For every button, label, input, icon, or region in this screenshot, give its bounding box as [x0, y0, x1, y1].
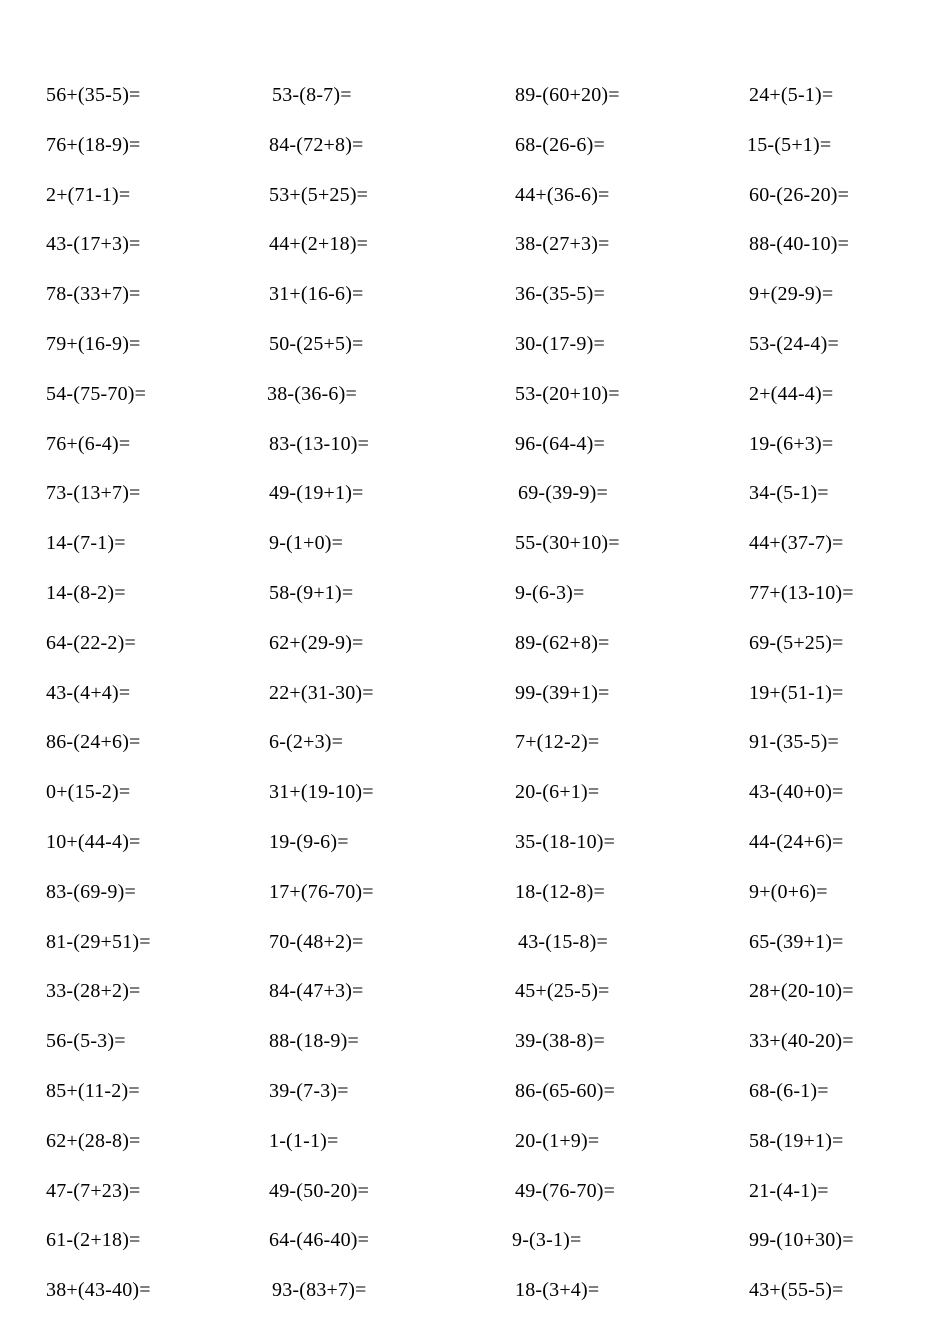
math-problem: 28+(20-10)=: [749, 980, 854, 1003]
math-problem: 10+(44-4)=: [46, 831, 141, 853]
math-problem: 38+(43-40)=: [46, 1279, 151, 1302]
math-problem: 99-(39+1)=: [515, 681, 610, 704]
math-problem: 78-(33+7)=: [46, 283, 141, 306]
math-problem: 17+(76-70)=: [269, 880, 374, 903]
problem-row: [0, 1126, 950, 1156]
math-problem: 84-(47+3)=: [269, 980, 364, 1003]
math-problem: 30-(17-9)=: [515, 333, 605, 355]
problem-row: [0, 478, 950, 508]
math-problem: 39-(38-8)=: [515, 1030, 605, 1053]
math-problem: 70-(48+2)=: [269, 930, 364, 953]
problem-row: [0, 1026, 950, 1056]
math-problem: 53+(5+25)=: [269, 183, 369, 206]
problem-row: [0, 180, 950, 210]
math-problem: 38-(36-6)=: [267, 382, 357, 405]
problem-row: [0, 927, 950, 957]
math-problem: 61-(2+18)=: [46, 1229, 141, 1252]
math-problem: 45+(25-5)=: [515, 980, 610, 1003]
math-problem: 62+(28-8)=: [46, 1129, 141, 1152]
problem-row: [0, 1275, 950, 1305]
math-problem: 19-(6+3)=: [749, 432, 834, 455]
problem-row: [0, 678, 950, 708]
math-problem: 88-(18-9)=: [269, 1030, 359, 1053]
math-problem: 64-(22-2)=: [46, 631, 136, 654]
math-problem: 83-(13-10)=: [269, 432, 370, 455]
problem-row: [0, 727, 950, 757]
math-problem: 24+(5-1)=: [749, 84, 834, 106]
math-problem: 21-(4-1)=: [749, 1179, 829, 1202]
math-problem: 18-(12-8)=: [515, 880, 605, 903]
math-problem: 89-(62+8)=: [515, 631, 610, 654]
math-problem: 2+(44-4)=: [749, 382, 834, 405]
math-problem: 53-(8-7)=: [272, 84, 352, 106]
math-problem: 86-(65-60)=: [515, 1080, 616, 1102]
math-problem: 88-(40-10)=: [749, 233, 850, 256]
math-problem: 62+(29-9)=: [269, 631, 364, 654]
math-problem: 53-(24-4)=: [749, 333, 839, 355]
math-problem: 99-(10+30)=: [749, 1229, 854, 1252]
math-problem: 89-(60+20)=: [515, 84, 620, 106]
math-problem: 36-(35-5)=: [515, 283, 605, 306]
math-problem: 50-(25+5)=: [269, 333, 364, 355]
math-problem: 43+(55-5)=: [749, 1279, 844, 1302]
math-problem: 43-(17+3)=: [46, 233, 141, 256]
math-problem: 81-(29+51)=: [46, 930, 151, 953]
math-problem: 18-(3+4)=: [515, 1279, 600, 1302]
math-problem: 9+(29-9)=: [749, 283, 834, 306]
math-problem: 65-(39+1)=: [749, 930, 844, 953]
math-problem: 96-(64-4)=: [515, 432, 605, 455]
math-problem: 1-(1-1)=: [269, 1129, 339, 1152]
math-problem: 43-(40+0)=: [749, 781, 844, 804]
problem-row: [0, 827, 950, 857]
math-problem: 49-(19+1)=: [269, 482, 364, 505]
math-problem: 85+(11-2)=: [46, 1080, 140, 1102]
problem-row: [0, 279, 950, 309]
math-problem: 44+(37-7)=: [749, 532, 844, 555]
problem-row: [0, 80, 950, 110]
math-problem: 76+(18-9)=: [46, 133, 141, 156]
math-problem: 6-(2+3)=: [269, 731, 344, 754]
problem-row: [0, 130, 950, 160]
math-problem: 14-(7-1)=: [46, 532, 126, 555]
problem-row: [0, 379, 950, 409]
math-problem: 68-(26-6)=: [515, 133, 605, 156]
math-problem: 60-(26-20)=: [749, 183, 850, 206]
math-problem: 9-(6-3)=: [515, 582, 585, 604]
problem-row: [0, 578, 950, 608]
math-problem: 31+(19-10)=: [269, 781, 374, 804]
math-problem: 44+(36-6)=: [515, 183, 610, 206]
math-problem: 69-(5+25)=: [749, 631, 844, 654]
math-problem: 55-(30+10)=: [515, 532, 620, 555]
math-problem: 20-(6+1)=: [515, 781, 600, 804]
math-problem: 44-(24+6)=: [749, 831, 844, 853]
math-problem: 43-(15-8)=: [518, 930, 608, 953]
math-problem: 0+(15-2)=: [46, 781, 131, 804]
math-problem: 39-(7-3)=: [269, 1080, 349, 1102]
math-problem: 86-(24+6)=: [46, 731, 141, 754]
math-problem: 7+(12-2)=: [515, 731, 600, 754]
math-problem: 19-(9-6)=: [269, 831, 349, 853]
math-problem: 33+(40-20)=: [749, 1030, 854, 1053]
math-problem: 58-(19+1)=: [749, 1129, 844, 1152]
math-problem: 20-(1+9)=: [515, 1129, 600, 1152]
math-problem: 76+(6-4)=: [46, 432, 131, 455]
math-problem: 9-(3-1)=: [512, 1229, 582, 1252]
math-problem: 79+(16-9)=: [46, 333, 141, 355]
math-problem: 93-(83+7)=: [272, 1279, 367, 1302]
math-problem: 14-(8-2)=: [46, 582, 126, 604]
math-problem: 35-(18-10)=: [515, 831, 616, 853]
math-problem: 9+(0+6)=: [749, 880, 828, 903]
math-problem: 49-(76-70)=: [515, 1179, 616, 1202]
math-problem: 33-(28+2)=: [46, 980, 141, 1003]
problem-row: [0, 429, 950, 459]
math-problem: 91-(35-5)=: [749, 731, 839, 754]
math-problem: 19+(51-1)=: [749, 681, 844, 704]
math-problem: 84-(72+8)=: [269, 133, 364, 156]
math-problem: 9-(1+0)=: [269, 532, 344, 555]
math-problem: 73-(13+7)=: [46, 482, 141, 505]
problem-row: [0, 1076, 950, 1106]
math-problem: 68-(6-1)=: [749, 1080, 829, 1102]
math-problem: 43-(4+4)=: [46, 681, 131, 704]
problem-row: [0, 1225, 950, 1255]
math-problem: 44+(2+18)=: [269, 233, 369, 256]
problem-row: [0, 628, 950, 658]
math-problem: 31+(16-6)=: [269, 283, 364, 306]
math-problem: 56-(5-3)=: [46, 1030, 126, 1053]
problem-row: [0, 877, 950, 907]
problem-row: [0, 229, 950, 259]
problem-row: [0, 1176, 950, 1206]
math-problem: 58-(9+1)=: [269, 582, 354, 604]
math-problem: 49-(50-20)=: [269, 1179, 370, 1202]
problem-row: [0, 528, 950, 558]
math-problem: 64-(46-40)=: [269, 1229, 370, 1252]
problem-row: [0, 976, 950, 1006]
math-problem: 2+(71-1)=: [46, 183, 131, 206]
math-problem: 34-(5-1)=: [749, 482, 829, 505]
problem-row: [0, 329, 950, 359]
problem-row: [0, 777, 950, 807]
math-problem: 54-(75-70)=: [46, 382, 147, 405]
math-problem: 15-(5+1)=: [747, 133, 832, 156]
math-problem: 53-(20+10)=: [515, 382, 620, 405]
math-problem: 22+(31-30)=: [269, 681, 374, 704]
math-problem: 56+(35-5)=: [46, 84, 141, 106]
math-problem: 83-(69-9)=: [46, 880, 136, 903]
math-problem: 77+(13-10)=: [749, 582, 854, 604]
math-problem: 38-(27+3)=: [515, 233, 610, 256]
math-problem: 47-(7+23)=: [46, 1179, 141, 1202]
math-problem: 69-(39-9)=: [518, 482, 608, 505]
